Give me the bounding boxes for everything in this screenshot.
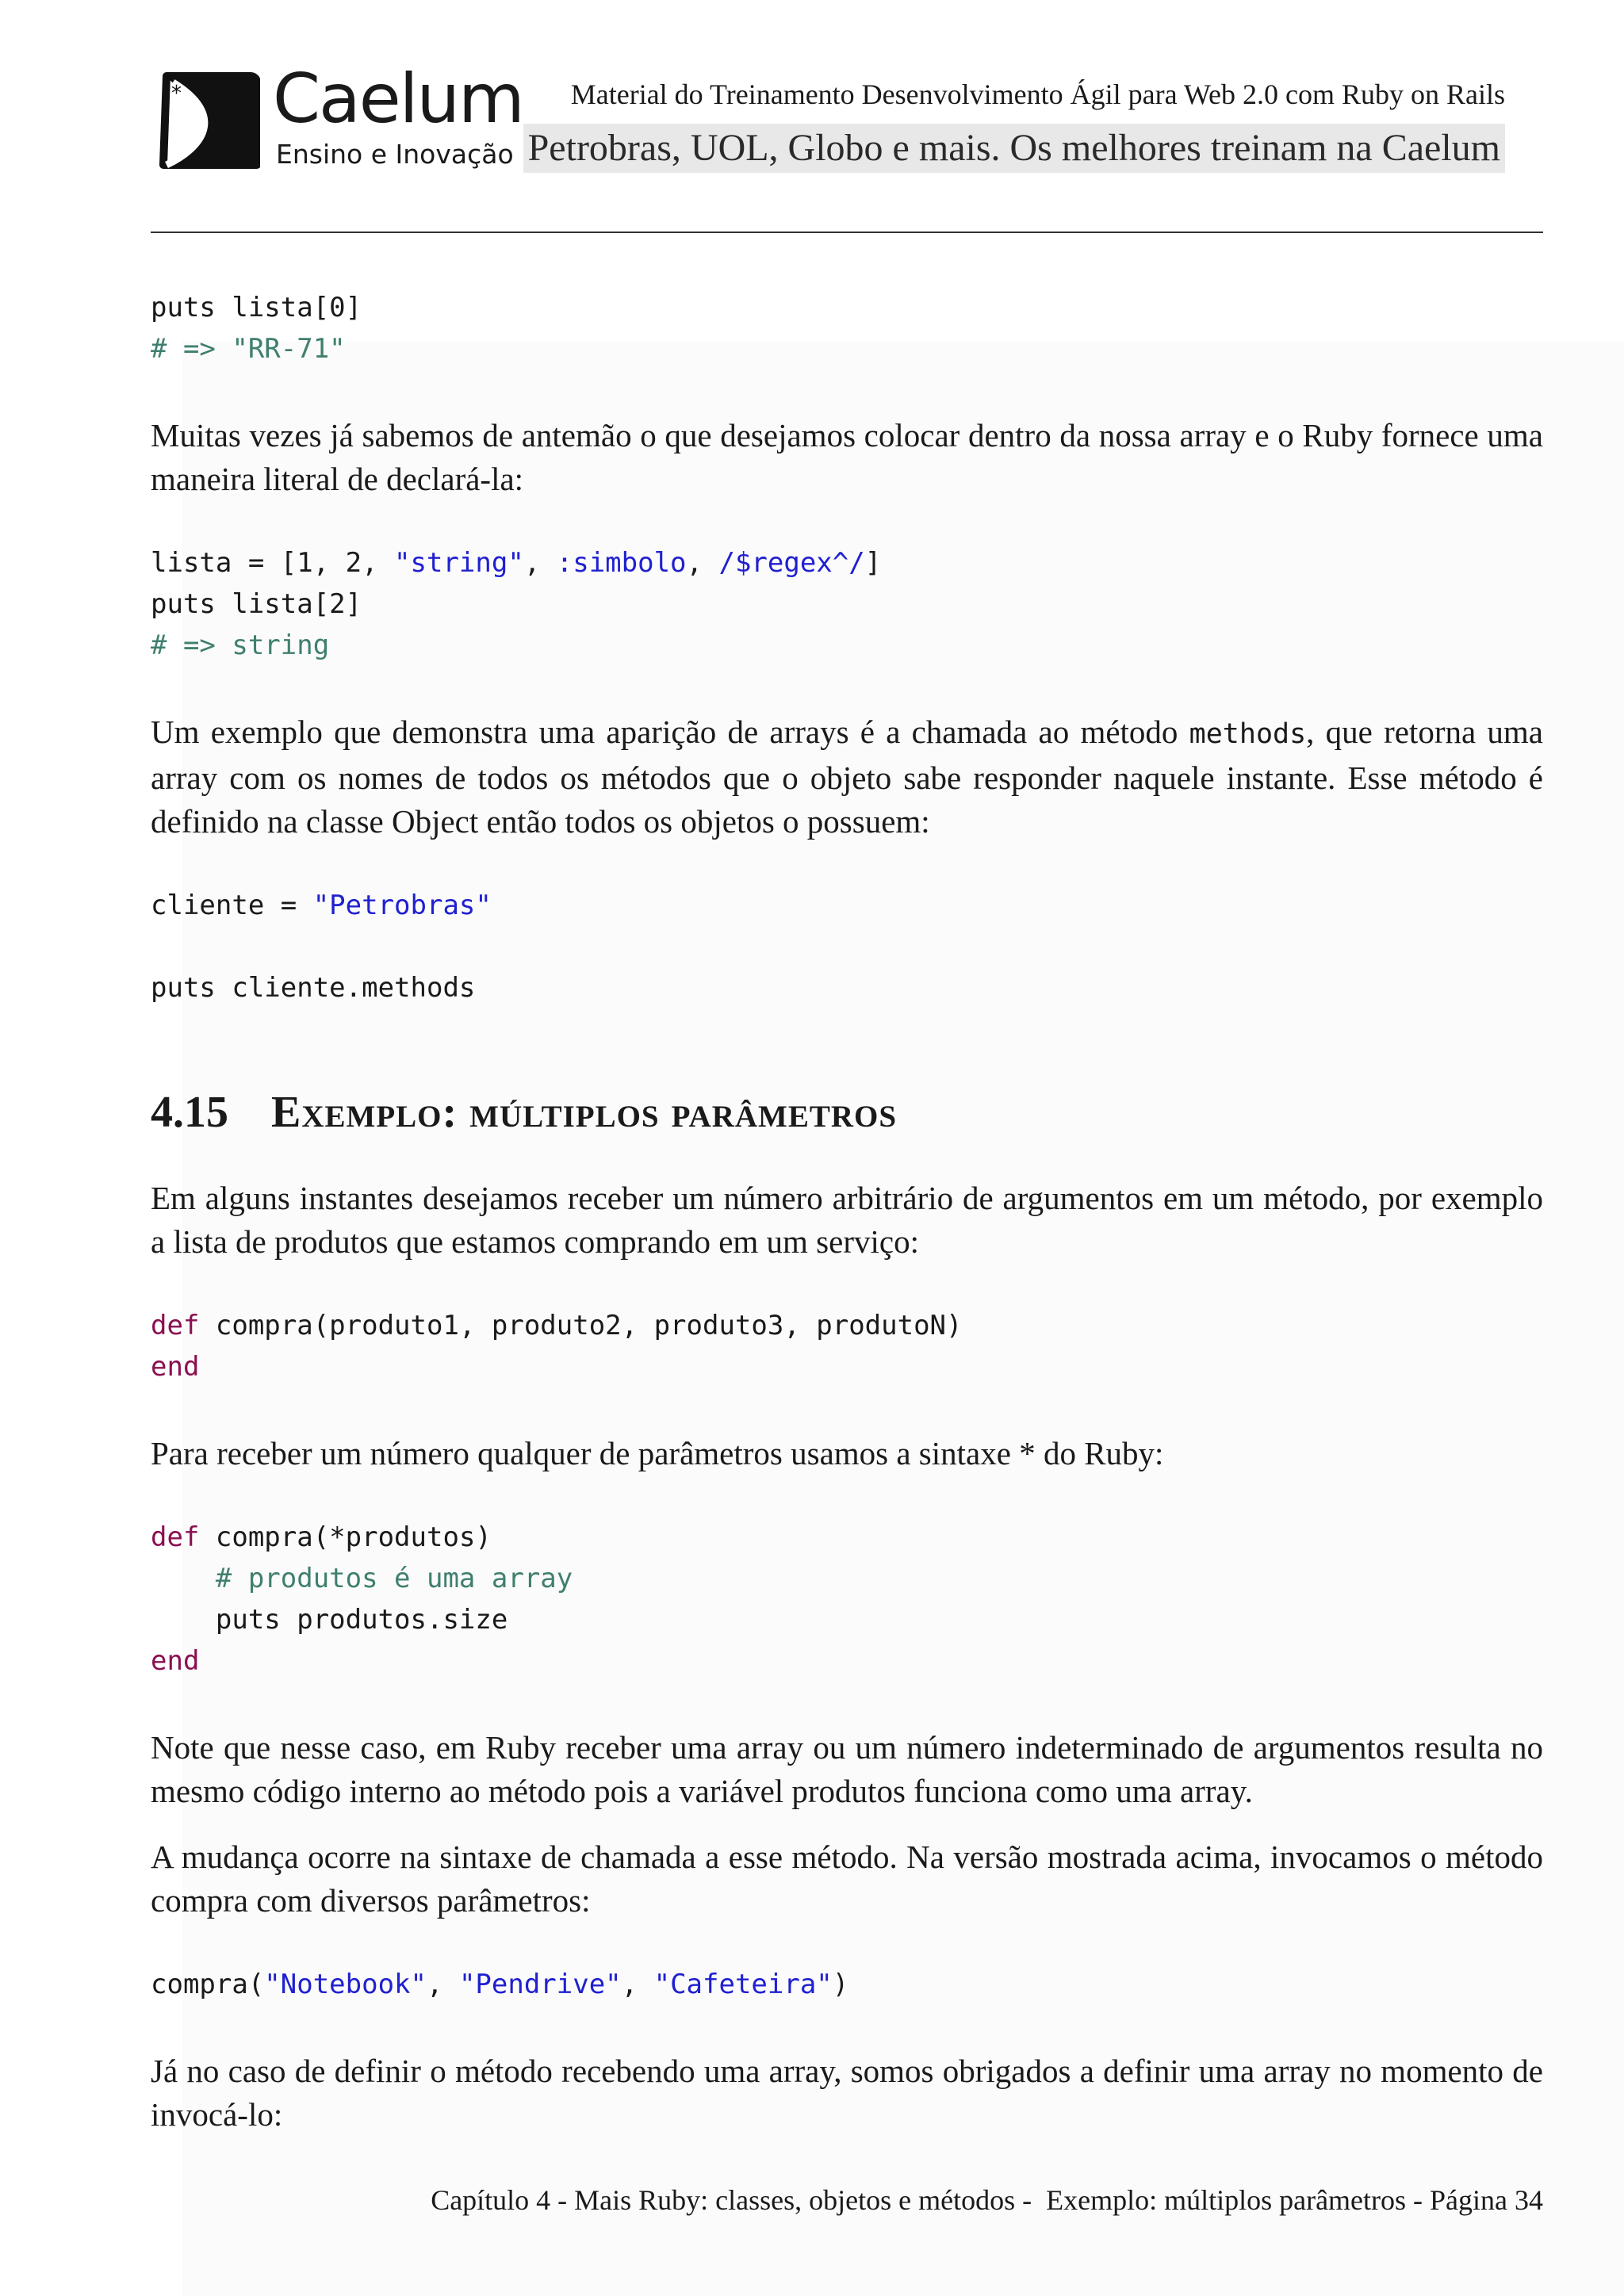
paragraph-call-syntax: A mudança ocorre na sintaxe de chamada a esse método. Na versão mostrada acima, invocamos o método compra com diversos parâmetros:	[151, 1839, 1543, 1919]
code-string: "Pendrive"	[458, 1969, 622, 2000]
code-text: ,	[523, 547, 557, 579]
code-text: ,	[427, 1969, 459, 2000]
code-line: puts produtos.size	[215, 1604, 508, 1636]
code-block-compra-splat	[151, 1517, 1543, 1682]
code-string: "Notebook"	[264, 1969, 427, 2000]
code-block-methods	[151, 885, 1543, 1008]
caelum-logo	[155, 59, 523, 176]
code-comment: # => "RR-71"	[151, 333, 346, 365]
code-line: puts lista[0]	[151, 292, 362, 323]
code-text: ,	[621, 1969, 654, 2000]
code-keyword: def	[151, 1521, 200, 1553]
paragraph-methods	[151, 710, 1543, 844]
paragraph-literal-array: Muitas vezes já sabemos de antemão o que desejamos colocar dentro da nossa array e o Ruby fornece uma maneira literal de declará-la:	[151, 417, 1543, 497]
code-block-literal-array	[151, 542, 1543, 666]
page-footer: Capítulo 4 - Mais Ruby: classes, objetos e métodos - Exemplo: múltiplos parâmetros - Página 34	[431, 2184, 1543, 2216]
logo-tagline: Ensino e Inovação	[276, 139, 514, 170]
code-text: )	[832, 1969, 849, 2000]
section-heading	[151, 1085, 1543, 1140]
paragraph-arbitrary-args: Em alguns instantes desejamos receber um número arbitrário de argumentos em um método, por exemplo a lista de produtos que estamos comprando em um serviço:	[151, 1180, 1543, 1260]
logo-wordmark: Caelum	[273, 59, 523, 139]
header-tagline: Petrobras, UOL, Globo e mais. Os melhores treinam na Caelum	[523, 124, 1505, 173]
svg-text:*: *	[171, 82, 182, 105]
code-comment: # produtos é uma array	[215, 1563, 573, 1594]
code-text: ,	[686, 547, 719, 579]
page-content	[151, 287, 1543, 2137]
code-string: "Petrobras"	[312, 890, 492, 921]
code-block-lista-index	[151, 287, 1543, 369]
paragraph-note: Note que nesse caso, em Ruby receber uma array ou um número indeterminado de argumentos resulta no mesmo código interno ao método pois a variável produtos funciona como uma array.	[151, 1729, 1543, 1809]
code-line: puts cliente.methods	[151, 972, 476, 1004]
caelum-logo-icon	[155, 68, 260, 171]
code-keyword: def	[151, 1310, 200, 1341]
code-string: "Cafeteira"	[653, 1969, 833, 2000]
code-keyword: end	[151, 1351, 200, 1383]
code-text: cliente =	[151, 890, 313, 921]
code-block-compra-call	[151, 1964, 1543, 2005]
section-title: Exemplo: múltiplos parâmetros	[271, 1088, 898, 1137]
section-number: 4.15	[151, 1088, 228, 1137]
paragraph-splat: Para receber um número qualquer de parâmetros usamos a sintaxe * do Ruby:	[151, 1435, 1164, 1471]
header-divider	[151, 232, 1543, 233]
code-text: ]	[864, 547, 882, 579]
paragraph-array-call: Já no caso de definir o método recebendo uma array, somos obrigados a definir uma array no momento de invocá-lo:	[151, 2053, 1543, 2133]
code-string: "string"	[394, 547, 524, 579]
code-text: compra(*produtos)	[199, 1521, 492, 1553]
paragraph-text: Um exemplo que demonstra uma aparição de arrays é a chamada ao método	[151, 714, 1189, 750]
code-text: compra(	[151, 1969, 265, 2000]
code-text: compra(produto1, produto2, produto3, produtoN)	[199, 1310, 963, 1341]
header-subtitle: Material do Treinamento Desenvolvimento Ágil para Web 2.0 com Ruby on Rails	[570, 78, 1505, 110]
inline-code: methods	[1189, 718, 1307, 750]
paragraph-text: , que retorna uma array com os nomes de todos os métodos que o objeto sabe responder naquele instante. Esse método é definido na classe Object então todos os objetos o possuem:	[151, 714, 1543, 840]
code-symbol: :simbolo	[556, 547, 687, 579]
code-block-compra-fixed	[151, 1305, 1543, 1387]
code-regex: /$regex^/	[718, 547, 865, 579]
code-keyword: end	[151, 1645, 200, 1677]
code-comment: # => string	[151, 629, 330, 661]
code-text: lista = [1, 2,	[151, 547, 395, 579]
code-line: puts lista[2]	[151, 588, 362, 620]
